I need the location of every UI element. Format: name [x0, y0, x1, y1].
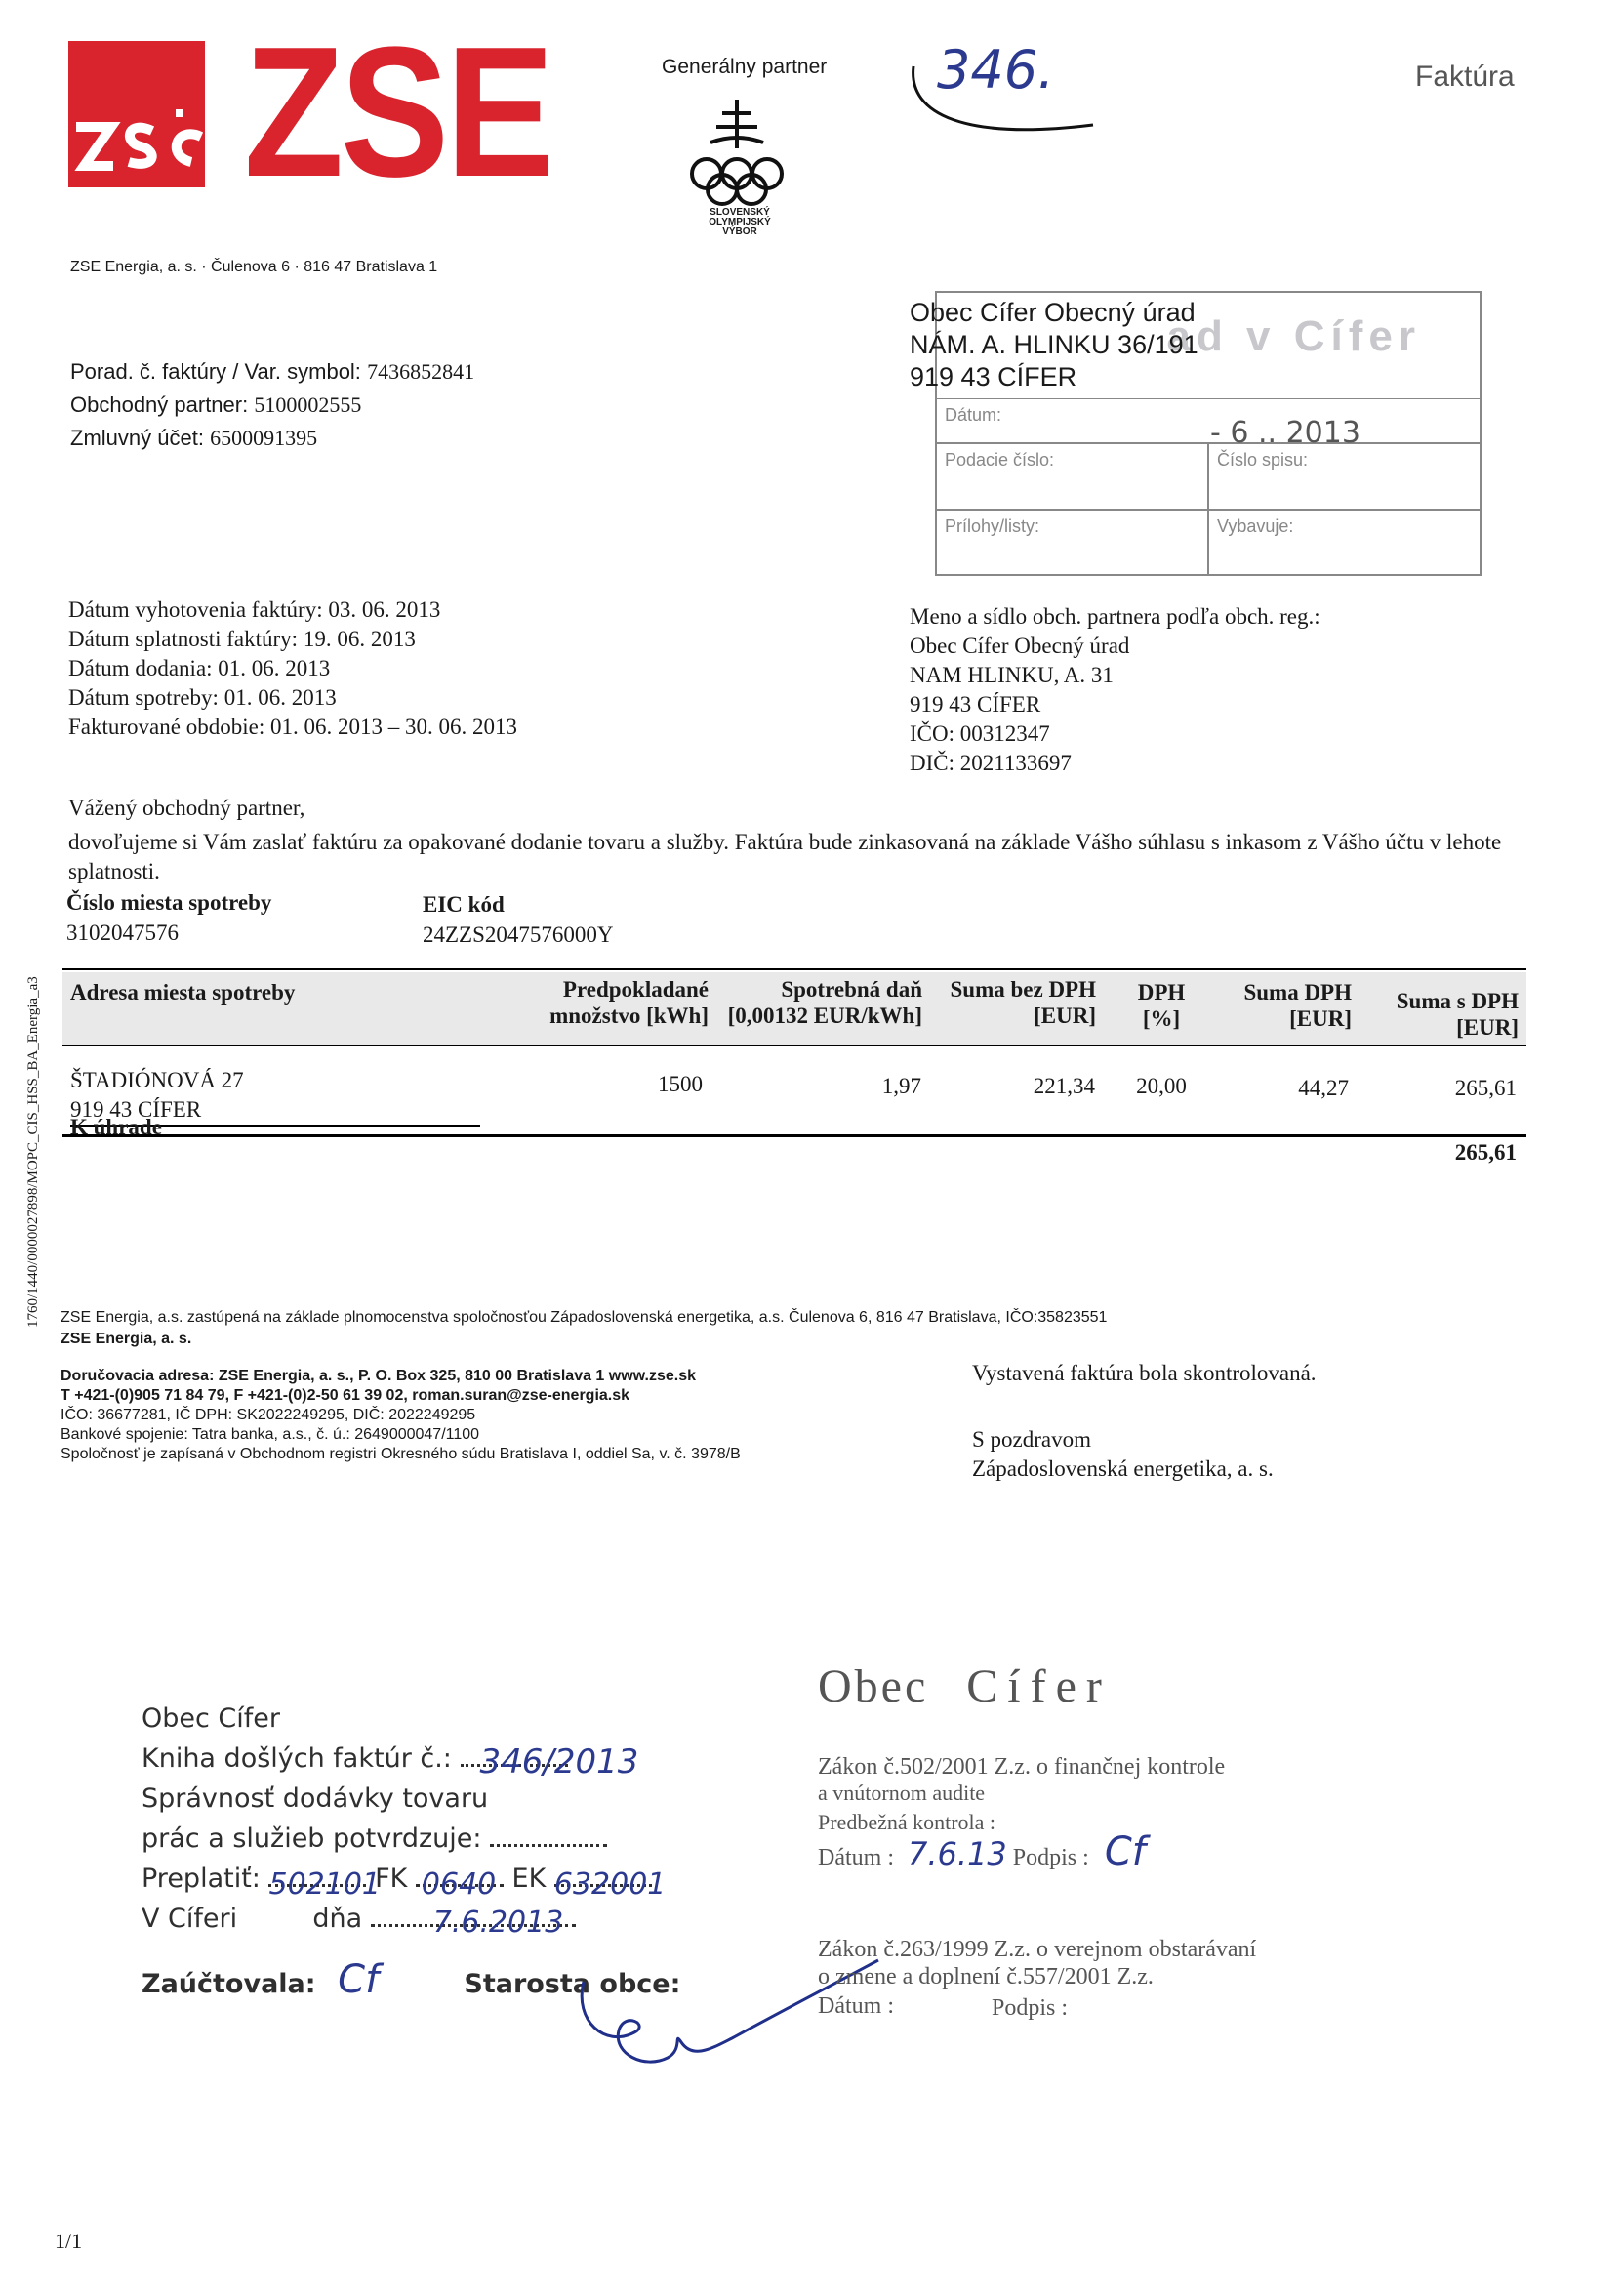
zse-logo-mark	[68, 41, 205, 187]
partner-reg-dic: DIČ: 2021133697	[910, 751, 1072, 775]
col-header-excise: Spotrebná daň [0,00132 EUR/kWh]	[727, 977, 922, 1028]
stamp2-pay-field	[268, 1867, 382, 1902]
stamp2-ek-hand: 632001	[553, 1867, 667, 1902]
control-date2-label: Dátum :	[818, 1993, 894, 2019]
partner-reg-ico: IČO: 00312347	[910, 721, 1050, 746]
row-base: 221,34	[1033, 1074, 1095, 1098]
stamp2-book-field	[461, 1742, 639, 1782]
control-stamp-title	[818, 1660, 1112, 1713]
row-total: 265,61	[1454, 1076, 1517, 1100]
eic-code: 24ZZS2047576000Y	[423, 922, 614, 947]
stamp2-fk-label: FK	[375, 1864, 408, 1894]
meta-label: Zmluvný účet:	[70, 426, 204, 450]
handwritten-underline	[908, 57, 1103, 149]
stamp-handler-label: Vybavuje:	[1217, 516, 1294, 536]
stamp2-confirms-field	[490, 1844, 607, 1847]
meta-label: Obchodný partner:	[70, 392, 249, 417]
control-law1b: a vnútornom audite	[818, 1781, 986, 1805]
col-header-vat-rate: DPH [%]	[1137, 980, 1186, 1031]
row-vat: 44,27	[1298, 1076, 1349, 1100]
legal-line-6: Bankové spojenie: Tatra banka, a.s., č. ú.: 2649000047/1100	[61, 1426, 480, 1443]
consumption-point-label: Číslo miesta spotreby	[66, 890, 272, 915]
stamp2-ek-label: EK	[511, 1864, 547, 1894]
document-title: Faktúra	[1415, 61, 1515, 93]
control-date-hand: 7.6.13	[908, 1835, 1007, 1872]
table-total-rule	[62, 1134, 1526, 1137]
stamp-attachments-label: Prílohy/listy:	[945, 516, 1040, 536]
billing-period: Fakturované obdobie: 01. 06. 2013 – 30. 06. 2013	[68, 715, 517, 739]
legal-line-5: IČO: 36677281, IČ DPH: SK2022249295, DIČ: 2022249295	[61, 1407, 476, 1423]
contract-account-row	[70, 426, 317, 451]
partner-registration	[910, 602, 1320, 778]
partner-reg-name: Obec Cífer Obecný úrad	[910, 634, 1130, 658]
stamp-file-label: Číslo spisu:	[1217, 450, 1309, 470]
row-excise: 1,97	[881, 1074, 921, 1098]
col-header-vat: Suma DPH [EUR]	[1243, 980, 1352, 1031]
control-pre: Predbežná kontrola :	[818, 1810, 996, 1834]
table-top-rule	[62, 968, 1526, 970]
col-header-total: Suma s DPH [EUR]	[1396, 989, 1519, 1040]
recipient-name: Obec Cífer Obecný úrad	[910, 298, 1196, 327]
brand-wordmark: ZSE	[244, 9, 551, 216]
partner-org-name: SLOVENSKÝ OLYMPIJSKÝ VÝBOR	[709, 207, 771, 237]
partner-number: 5100002555	[254, 392, 362, 417]
stamp-filing-number-cell	[937, 443, 1208, 510]
registry-stamp-header: ad v Cífer	[1166, 312, 1421, 360]
issue-date: Dátum vyhotovenia faktúry: 03. 06. 2013	[68, 597, 441, 622]
page-number: 1/1	[55, 2229, 83, 2253]
document-reference-vertical: 1760/1440/0000027898/MOPC_CIS_HSS_BA_Energia_a3	[25, 976, 41, 1328]
sender-address: ZSE Energia, a. s. · Čulenova 6 · 816 47 Bratislava 1	[70, 259, 438, 275]
stamp2-confirms: prác a služieb potvrdzuje:	[142, 1824, 482, 1854]
stamp-handler-cell	[1208, 510, 1480, 574]
signoff-checked: Vystavená faktúra bola skontrolovaná.	[972, 1361, 1317, 1385]
stamp2-ek-field	[553, 1867, 667, 1902]
eic-label: EIC kód	[423, 892, 505, 917]
legal-line-3: Doručovacia adresa: ZSE Energia, a. s., P. O. Box 325, 810 00 Bratislava 1 www.zse.sk	[61, 1368, 696, 1384]
greeting: Vážený obchodný partner,	[68, 796, 305, 820]
stamp2-book-hand: 346/2013	[479, 1742, 639, 1782]
recipient-address	[910, 297, 1198, 393]
control-date-label: Dátum :	[818, 1845, 894, 1870]
intro-paragraph: dovoľujeme si Vám zaslať faktúru za opakované dodanie tovaru a služby. Faktúra bude zinkasovaná na základe Vášho súhlasu s inkasom z Vášho účtu v lehote splatnosti.	[68, 830, 1502, 883]
control-date-row	[818, 1829, 1146, 1874]
row-vat-rate: 20,00	[1136, 1074, 1187, 1098]
stamp2-municipality: Obec Cífer	[142, 1703, 281, 1734]
col-header-quantity: Predpokladané množstvo [kWh]	[549, 977, 709, 1028]
stamp2-accounted-hand: Cf	[338, 1957, 380, 2002]
contract-account: 6500091395	[210, 426, 318, 450]
stamp-attachments-cell	[937, 510, 1208, 574]
total-label: K úhrade	[70, 1115, 162, 1139]
delivery-date: Dátum dodania: 01. 06. 2013	[68, 656, 331, 680]
invoice-number: 7436852841	[367, 359, 475, 384]
legal-line-2: ZSE Energia, a. s.	[61, 1331, 192, 1347]
stamp2-day-field	[371, 1906, 576, 1940]
control-law1: Zákon č.502/2001 Z.z. o finančnej kontrole	[818, 1754, 1226, 1780]
invoice-number-row	[70, 359, 474, 385]
stamp2-place: V Cíferi	[142, 1904, 238, 1934]
signoff-regards: S pozdravom	[972, 1427, 1092, 1452]
stamp-filing-label: Podacie číslo:	[945, 450, 1055, 470]
signoff-company: Západoslovenská energetika, a. s.	[972, 1456, 1274, 1481]
stamp2-mayor-label: Starosta obce:	[464, 1969, 681, 1999]
stamp2-accounted-label: Zaúčtovala:	[142, 1969, 316, 1999]
handwritten-registry-number: 346.	[937, 39, 1055, 101]
control-stamp-title-a: Obec	[818, 1660, 929, 1712]
col-header-base: Suma bez DPH [EUR]	[950, 977, 1096, 1028]
row-quantity: 1500	[658, 1072, 703, 1096]
stamp2-pay-label: Preplatiť:	[142, 1864, 261, 1894]
control-sign-hand: Cf	[1104, 1829, 1146, 1874]
control-stamp-title-b: Cífer	[966, 1660, 1112, 1712]
control-law2: Zákon č.263/1999 Z.z. o verejnom obstarávaní	[818, 1937, 1257, 1962]
control-sign-label: Podpis :	[1012, 1845, 1089, 1870]
stamp-date-label: Dátum:	[945, 405, 1002, 425]
stamp2-day-label: dňa	[312, 1904, 363, 1934]
partner-reg-street: NAM HLINKU, A. 31	[910, 663, 1114, 687]
stamp2-pay-hand: 502101	[268, 1867, 382, 1902]
col-header-address: Adresa miesta spotreby	[70, 980, 296, 1004]
stamp-date-value: - 6 .. 2013	[1210, 416, 1360, 450]
stamp2-book-label: Kniha došlých faktúr č.:	[142, 1743, 452, 1774]
legal-line-7: Spoločnosť je zapísaná v Obchodnom registri Okresného súdu Bratislava I, oddiel Sa, v. č. 3978/B	[61, 1446, 741, 1462]
row-address-line1: ŠTADIÓNOVÁ 27	[70, 1068, 244, 1092]
due-date: Dátum splatnosti faktúry: 19. 06. 2013	[68, 627, 416, 651]
stamp2-fk-field	[416, 1867, 504, 1902]
stamp-file-number-cell	[1208, 443, 1480, 510]
olympic-committee-icon	[683, 94, 791, 212]
zse-emblem-icon	[68, 41, 205, 187]
consumption-date: Dátum spotreby: 01. 06. 2013	[68, 685, 337, 710]
partner-reg-heading: Meno a sídlo obch. partnera podľa obch. reg.:	[910, 604, 1320, 629]
control-sign2-label: Podpis :	[992, 1995, 1069, 2021]
recipient-city: 919 43 CÍFER	[910, 362, 1077, 391]
legal-line-1: ZSE Energia, a.s. zastúpená na základe plnomocenstva spoločnosťou Západoslovenská energetika, a.s. Čulenova 6, 816 47 Bratislava, IČO:35823551	[61, 1309, 1108, 1326]
control-law2b: o zmene a doplnení č.557/2001 Z.z.	[818, 1964, 1154, 1989]
stamp2-day-hand: 7.6.2013	[432, 1906, 564, 1940]
stamp-date-cell	[937, 398, 1480, 443]
meta-label: Porad. č. faktúry / Var. symbol:	[70, 359, 361, 384]
row-address-line2: 919 43 CÍFER	[70, 1097, 202, 1122]
partner-reg-city: 919 43 CÍFER	[910, 692, 1041, 717]
partner-number-row	[70, 392, 361, 418]
recipient-street: NÁM. A. HLINKU 36/191	[910, 330, 1198, 359]
stamp2-fk-hand: 0640	[421, 1867, 497, 1902]
consumption-point-number: 3102047576	[66, 921, 179, 945]
total-amount: 265,61	[1454, 1140, 1517, 1165]
table-header-rule	[62, 1045, 1526, 1046]
legal-line-4: T +421-(0)905 71 84 79, F +421-(0)2-50 61 39 02, roman.suran@zse-energia.sk	[61, 1387, 630, 1404]
stamp2-correctness: Správnosť dodávky tovaru	[142, 1784, 489, 1814]
invoice-dates	[68, 595, 517, 742]
partner-title: Generálny partner	[662, 56, 828, 78]
